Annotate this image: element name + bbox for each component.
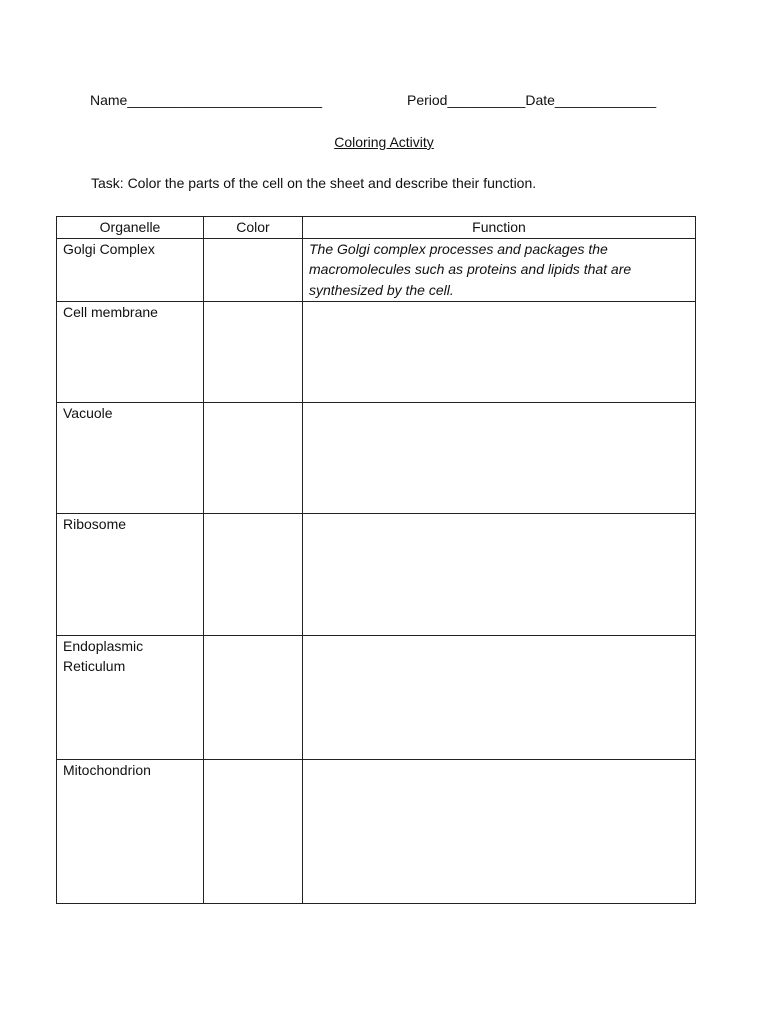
color-cell[interactable] [204, 513, 303, 635]
organelle-cell: Mitochondrion [57, 759, 204, 903]
organelle-cell: Cell membrane [57, 301, 204, 402]
page-title: Coloring Activity [334, 134, 434, 150]
name-field-line: Name_________________________ [90, 92, 322, 108]
function-cell[interactable] [303, 635, 696, 759]
organelle-table [56, 216, 696, 904]
table-row [57, 759, 696, 903]
task-instructions: Task: Color the parts of the cell on the sheet and describe their function. [91, 175, 537, 191]
column-header-organelle: Organelle [57, 217, 204, 239]
table-row [57, 513, 696, 635]
function-cell[interactable] [303, 513, 696, 635]
table-row [57, 402, 696, 513]
color-cell[interactable] [204, 402, 303, 513]
organelle-cell: Golgi Complex [57, 238, 204, 301]
color-cell[interactable] [204, 238, 303, 301]
table-row [57, 238, 696, 301]
period-date-field-line: Period__________Date_____________ [407, 92, 657, 108]
function-cell[interactable] [303, 402, 696, 513]
function-cell[interactable]: The Golgi complex processes and packages the macromolecules such as proteins and lipids that are synthesized by the cell. [303, 238, 696, 301]
organelle-cell: Ribosome [57, 513, 204, 635]
organelle-cell: Endoplasmic Reticulum [57, 635, 204, 759]
color-cell[interactable] [204, 635, 303, 759]
organelle-cell: Vacuole [57, 402, 204, 513]
column-header-function: Function [303, 217, 696, 239]
function-cell[interactable] [303, 759, 696, 903]
table-header-row [57, 217, 696, 239]
table-row [57, 635, 696, 759]
function-cell[interactable] [303, 301, 696, 402]
color-cell[interactable] [204, 301, 303, 402]
color-cell[interactable] [204, 759, 303, 903]
column-header-color: Color [204, 217, 303, 239]
table-row [57, 301, 696, 402]
